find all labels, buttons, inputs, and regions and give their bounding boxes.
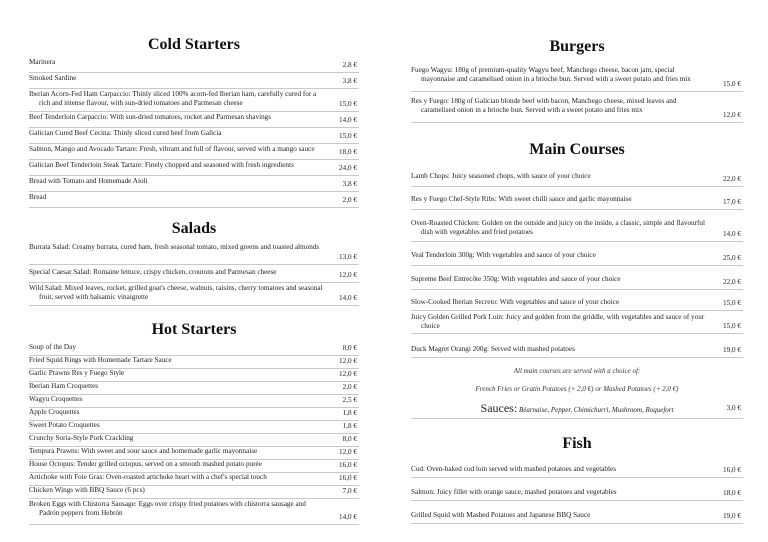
sauces-price: 3,0 € (726, 404, 741, 412)
menu-item: Crunchy Soria-Style Pork Crackling 8,0 € (29, 434, 359, 447)
main-courses-heading: Main Courses (529, 141, 625, 158)
cold-starters-heading: Cold Starters (148, 36, 240, 53)
burgers-heading: Burgers (549, 38, 605, 55)
fish-heading: Fish (562, 435, 592, 452)
menu-item: Slow-Cooked Iberian Secreto: With vegetables and sauce of your choice 15,0 € (411, 298, 743, 311)
menu-item: Tempura Prawns: With sweet and sour sauce and homemade garlic mayonnaise 12,0 € (29, 447, 359, 460)
menu-item: Special Caesar Salad: Romaine lettuce, crispy chicken, croutons and Parmesan cheese 12,0 € (29, 268, 359, 283)
menu-item: Bread 2,0 € (29, 193, 359, 208)
sauces-label: Sauces: (480, 401, 518, 415)
menu-item: Lamb Chops: Juicy seasoned chops, with sauce of your choice 22,0 € (411, 172, 743, 187)
menu-item: Apple Croquettes 1,8 € (29, 408, 359, 421)
menu-item: Burrata Salad: Creamy burrata, cured ham, fresh seasonal tomato, mixed greens and toasted almonds 13,0 € (29, 243, 359, 265)
menu-item: Wagyu Croquettes 2,5 € (29, 395, 359, 408)
hot-starters-heading: Hot Starters (151, 321, 237, 338)
menu-item: Duck Magret Orangi 200g: Served with mashed potatoes 19,0 € (411, 345, 743, 358)
menu-item: Soup of the Day 8,0 € (29, 343, 359, 356)
menu-item: Veal Tenderloin 300g: With vegetables and sauce of your choice 25,0 € (411, 251, 743, 266)
menu-item: Galician Beef Tenderloin Steak Tartare: Finely chopped and seasoned with fresh ingredients 24,0 € (29, 161, 359, 176)
menu-item: Chicken Wings with BBQ Sauce (6 pcs) 7,0 € (29, 486, 359, 499)
sauces-row (411, 398, 743, 419)
menu-item: Oven-Roasted Chicken: Golden on the outside and juicy on the inside, a classic, simple and flavourful dish with vegetables and fried potatoes 14,0 € (411, 219, 743, 242)
menu-item: Iberian Ham Croquettes 2,0 € (29, 382, 359, 395)
menu-item: Garlic Prawns Res y Fuego Style 12,0 € (29, 369, 359, 382)
menu-item: Broken Eggs with Chistorra Sausage: Eggs over crispy fried potatoes with chistorra sausage and Padrón peppers from Hebrón 14,0 € (29, 500, 359, 525)
menu-item: Smoked Sardine 3,8 € (29, 74, 359, 89)
menu-item: Marinera 2,8 € (29, 58, 359, 73)
menu-item: Fuego Wagyu: 180g of premium-quality Wagyu beef, Manchego cheese, bacon jam, special mayonnaise and caramelised onion in a brioche bun. Served with a sweet potato and fries mix 15,0 € (411, 66, 743, 92)
menu-item: Supreme Beef Entrecôte 350g: With vegetables and sauce of your choice 22,0 € (411, 275, 743, 290)
menu-item: Grilled Squid with Mashed Potatoes and Japanese BBQ Sauce 19,0 € (411, 511, 743, 524)
menu-item: Wild Salad: Mixed leaves, rocket, grilled goat's cheese, walnuts, raisins, cherry tomatoes and seasonal fruit, served with balsamic vinaigrette 14,0 € (29, 284, 359, 306)
sauces-list: Béarnaise, Pepper, Chimichurri, Mushroom, Roquefort (518, 406, 674, 414)
menu-item: Galician Cured Beef Cecina: Thinly sliced cured beef from Galicia 15,0 € (29, 129, 359, 144)
menu-item: Cod: Oven-baked cod loin served with mashed potatoes and vegetables 16,0 € (411, 465, 743, 478)
menu-item: House Octopus: Tender grilled octopus, served on a smooth mashed potato purée 16,0 € (29, 460, 359, 473)
menu-item: Artichoke with Foie Gras: Oven-roasted artichoke heart with a chef's special touch 16,0 € (29, 473, 359, 486)
menu-item: Salmon: Juicy fillet with orange sauce, mashed potatoes and vegetables 18,0 € (411, 488, 743, 501)
menu-item: Beef Tenderloin Carpaccio: With sun-dried tomatoes, rocket and Parmesan shavings 14,0 € (29, 113, 359, 128)
menu-item: Juicy Golden Grilled Pork Loin: Juicy and golden from the griddle, with vegetables and sauce of your choice 15,0 € (411, 313, 743, 334)
menu-item: Bread with Tomato and Homemade Aioli 3,8 € (29, 177, 359, 192)
sides-note: All main courses are served with a choice of: (513, 367, 641, 375)
menu-item: Res y Fuego: 180g of Galician blonde beef with bacon, Manchego cheese, mixed leaves and caramelised onion in a brioche bun. Served with a sweet potato and fries mix 12,0 € (411, 97, 743, 123)
menu-item: Res y Fuego Chef-Style Ribs: With sweet chilli sauce and garlic mayonnaise 17,0 € (411, 195, 743, 210)
sides-options: French Fries or Gratin Potatoes (+ 2,0 €) or Mashed Potatoes (+ 2,0 €) (475, 385, 679, 393)
menu-item: Sweet Potato Croquettes 1,8 € (29, 421, 359, 434)
menu-item: Iberian Acorn-Fed Ham Carpaccio: Thinly sliced 100% acorn-fed Iberian ham, carefully cured for a rich and intense flavour, with sun-dried tomatoes and Parmesan cheese 15,0 € (29, 90, 359, 112)
salads-heading: Salads (171, 220, 217, 237)
menu-item: Fried Squid Rings with Homemade Tartare Sauce 12,0 € (29, 356, 359, 369)
menu-item: Salmon, Mango and Avocado Tartare: Fresh, vibrant and full of flavour, served with a mango sauce 18,0 € (29, 145, 359, 160)
